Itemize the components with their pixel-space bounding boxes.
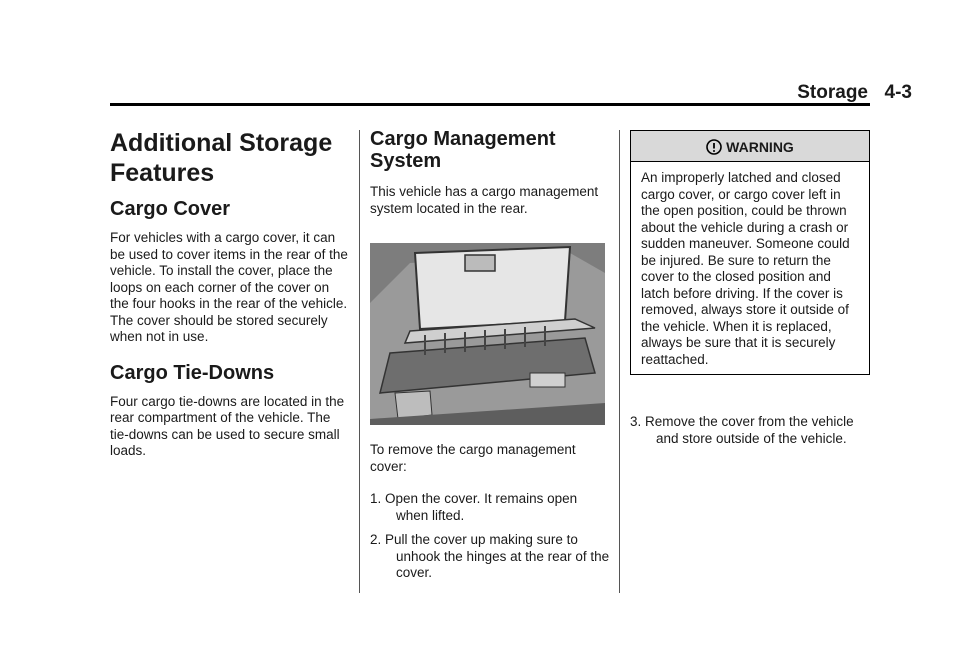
step-2: 2. Pull the cover up making sure to unhook the hinges at the rear of the cover. bbox=[370, 532, 610, 580]
column-rule-2 bbox=[619, 130, 620, 593]
step-1: 1. Open the cover. It remains open when lifted. bbox=[370, 491, 578, 523]
header-page-number: 4-3 bbox=[884, 82, 912, 103]
header-rule bbox=[110, 103, 870, 106]
tie-downs-heading: Cargo Tie-Downs bbox=[110, 361, 275, 384]
step-3: 3. Remove the cover from the vehicle and store outside of the vehicle. bbox=[630, 414, 854, 446]
header-section-title: Storage bbox=[797, 82, 868, 103]
tie-downs-body: Four cargo tie-downs are located in the rear compartment of the vehicle. The tie-downs can be used to secure small loads. bbox=[110, 393, 345, 458]
remove-intro: To remove the cargo management cover: bbox=[370, 442, 576, 474]
cargo-management-intro: This vehicle has a cargo management system located in the rear. bbox=[370, 184, 599, 216]
column-1 bbox=[110, 120, 350, 476]
column-3-steps bbox=[630, 414, 870, 455]
cargo-management-heading: Cargo Management System bbox=[370, 128, 556, 172]
cargo-area-photo bbox=[370, 243, 605, 425]
warning-header bbox=[631, 131, 869, 162]
warning-box bbox=[630, 130, 870, 375]
warning-label: WARNING bbox=[726, 139, 794, 155]
cargo-cover-heading: Cargo Cover bbox=[110, 198, 231, 220]
cargo-cover-body: For vehicles with a cargo cover, it can be used to cover items in the rear of the vehicle. To install the cover, place the loops on each corner of the cover on the four hooks in the rear of the vehicle. The cover should be stored securely when not in use. bbox=[110, 230, 348, 344]
column-2 bbox=[370, 120, 610, 590]
warning-icon bbox=[706, 139, 722, 155]
section-title: Additional Storage Features bbox=[110, 129, 333, 187]
column-rule-1 bbox=[359, 130, 360, 593]
warning-body: An improperly latched and closed cargo cover, or cargo cover left in the open position, could be thrown about the vehicle during a crash or sudden maneuver. Someone could be injured. Be sure to return the cover to the closed position and latch before driving. If the cover is removed, always store it outside of the vehicle. When it is replaced, always be sure that it is securely reattached. bbox=[641, 170, 850, 367]
